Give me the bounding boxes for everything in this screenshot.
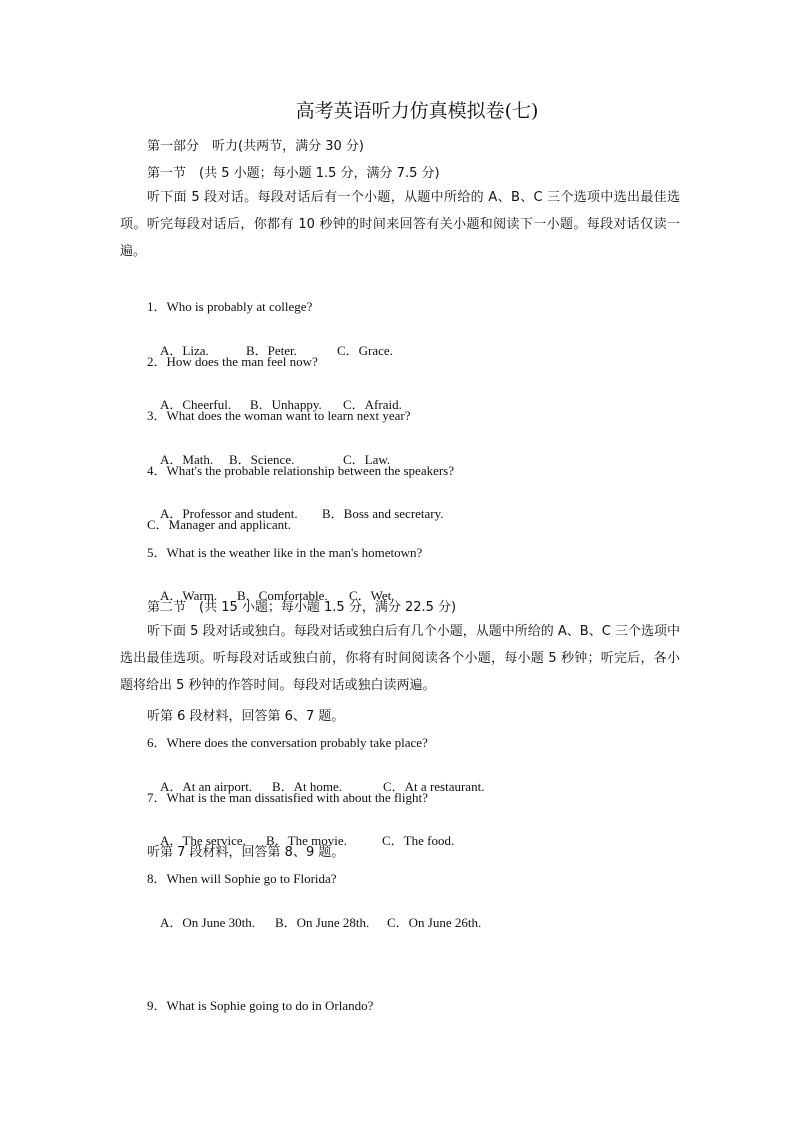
option-c: C．On June 26th. [387,915,482,930]
option-b: B．Unhappy. [250,397,322,412]
question-2: 2．How does the man feel now? [147,354,318,369]
option-c: C．Grace. [337,343,393,358]
question-9: 9．What is Sophie going to do in Orlando? [147,998,374,1013]
option-b: B．Peter. [246,343,297,358]
question-7: 7．What is the man dissatisfied with about the flight? [147,790,428,805]
section2-instructions: 听下面 5 段对话或独白。每段对话或独白后有几个小题，从题中所给的 A、B、C 三个选项中选出最佳选项。听每段对话或独白前，你将有时间阅读各个小题，每小题 5 秒钟；听完后，各小题将给出 5 秒钟的作答时间。每段对话或独白读两遍。 [120,624,680,693]
option-c: C．Wet. [349,588,395,603]
question-8-options [147,896,481,947]
option-c: C．Manager and applicant. [147,517,292,532]
question-6: 6．Where does the conversation probably take place? [147,735,428,750]
option-a: A．Warm. [160,588,218,603]
option-c: C．Afraid. [343,397,402,412]
option-a: A．Cheerful. [160,397,232,412]
option-a: A．Math. [160,452,214,467]
option-b: B．At home. [272,779,343,794]
section1-heading: 第一节 (共 5 小题；每小题 1.5 分，满分 7.5 分) [147,166,440,181]
option-a: A．Professor and student. [160,506,298,521]
option-b: B．The movie. [266,833,347,848]
option-a: A．At an airport. [160,779,253,794]
option-c: C．The food. [382,833,455,848]
question-8: 8．When will Sophie go to Florida? [147,871,337,886]
page-title: 高考英语听力仿真模拟卷(七) [295,100,539,122]
option-a: A．Liza. [160,343,209,358]
question-3: 3．What does the woman want to learn next year? [147,408,411,423]
option-c: C．Law. [343,452,391,467]
part1-heading: 第一部分 听力(共两节，满分 30 分) [147,139,364,154]
material-6-note: 听第 6 段材料，回答第 6、7 题。 [147,709,345,724]
question-1: 1．Who is probably at college? [147,299,313,314]
option-b: B．Comfortable. [237,588,328,603]
question-5: 5．What is the weather like in the man's hometown? [147,545,423,560]
section1-instructions: 听下面 5 段对话。每段对话后有一个小题，从题中所给的 A、B、C 三个选项中选出最佳选项。听完每段对话后，你都有 10 秒钟的时间来回答有关小题和阅读下一小题。每段对话仅读一遍。 [120,190,680,259]
material-7-note: 听第 7 段材料，回答第 8、9 题。 [147,845,345,860]
option-b: B．On June 28th. [275,915,370,930]
section2-heading: 第二节 (共 15 小题；每小题 1.5 分，满分 22.5 分) [147,600,457,615]
option-b: B．Boss and secretary. [322,506,444,521]
option-a: A．The service. [160,833,246,848]
option-b: B．Science. [229,452,295,467]
option-c: C．At a restaurant. [383,779,485,794]
option-a: A．On June 30th. [160,915,255,930]
question-4: 4．What's the probable relationship between the speakers? [147,463,455,478]
